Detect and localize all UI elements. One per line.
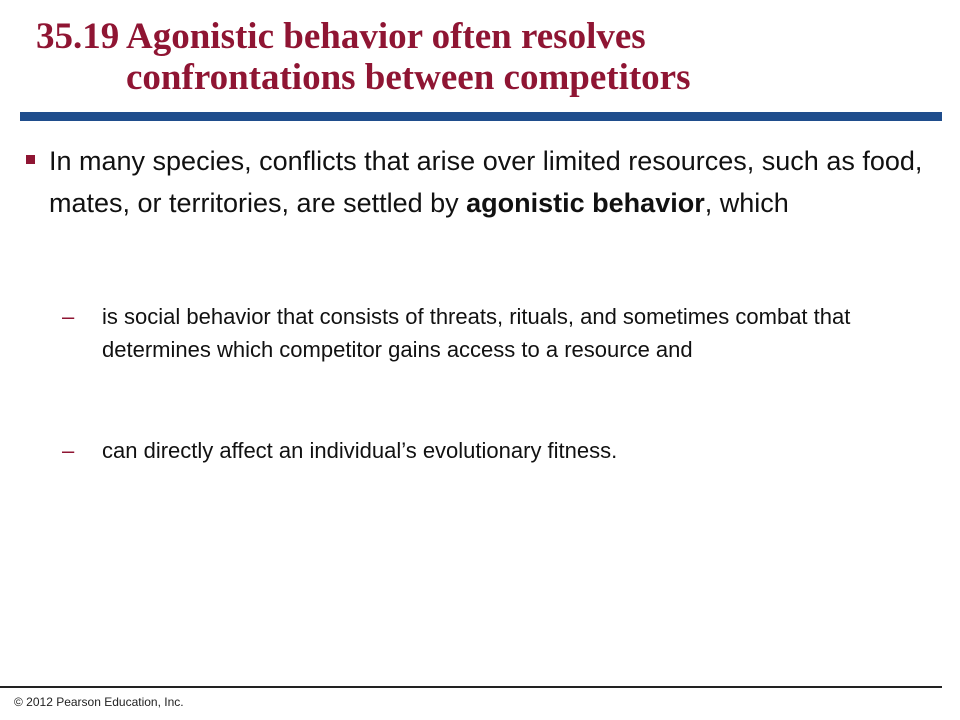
sub-bullet-1-text: is social behavior that consists of threats, rituals, and sometimes combat that determines which competitor gains access to a resource and	[102, 304, 851, 362]
sub-bullet-1	[62, 300, 882, 366]
slide-title-line1: Agonistic behavior often resolves	[126, 16, 646, 57]
main-bullet-text-after: , which	[704, 188, 789, 218]
main-bullet	[26, 140, 926, 224]
copyright-footer: © 2012 Pearson Education, Inc.	[14, 695, 184, 709]
sub-bullet-2	[62, 434, 882, 467]
title-divider	[20, 112, 942, 121]
square-bullet-icon	[26, 155, 35, 164]
slide-title-line2: confrontations between competitors	[126, 57, 691, 98]
footer-divider	[0, 686, 942, 688]
main-bullet-text-before: In many species, conflicts that arise over limited resources, such as food, mates, or territories, are settled by	[49, 146, 923, 218]
slide-title	[36, 16, 936, 98]
main-bullet-bold-term: agonistic behavior	[466, 188, 705, 218]
sub-bullet-2-text: can directly affect an individual’s evolutionary fitness.	[102, 438, 618, 463]
dash-bullet-icon: –	[62, 304, 75, 329]
dash-bullet-icon: –	[62, 438, 75, 463]
slide-title-number: 35.19	[36, 16, 120, 57]
main-bullet-text	[26, 140, 926, 224]
